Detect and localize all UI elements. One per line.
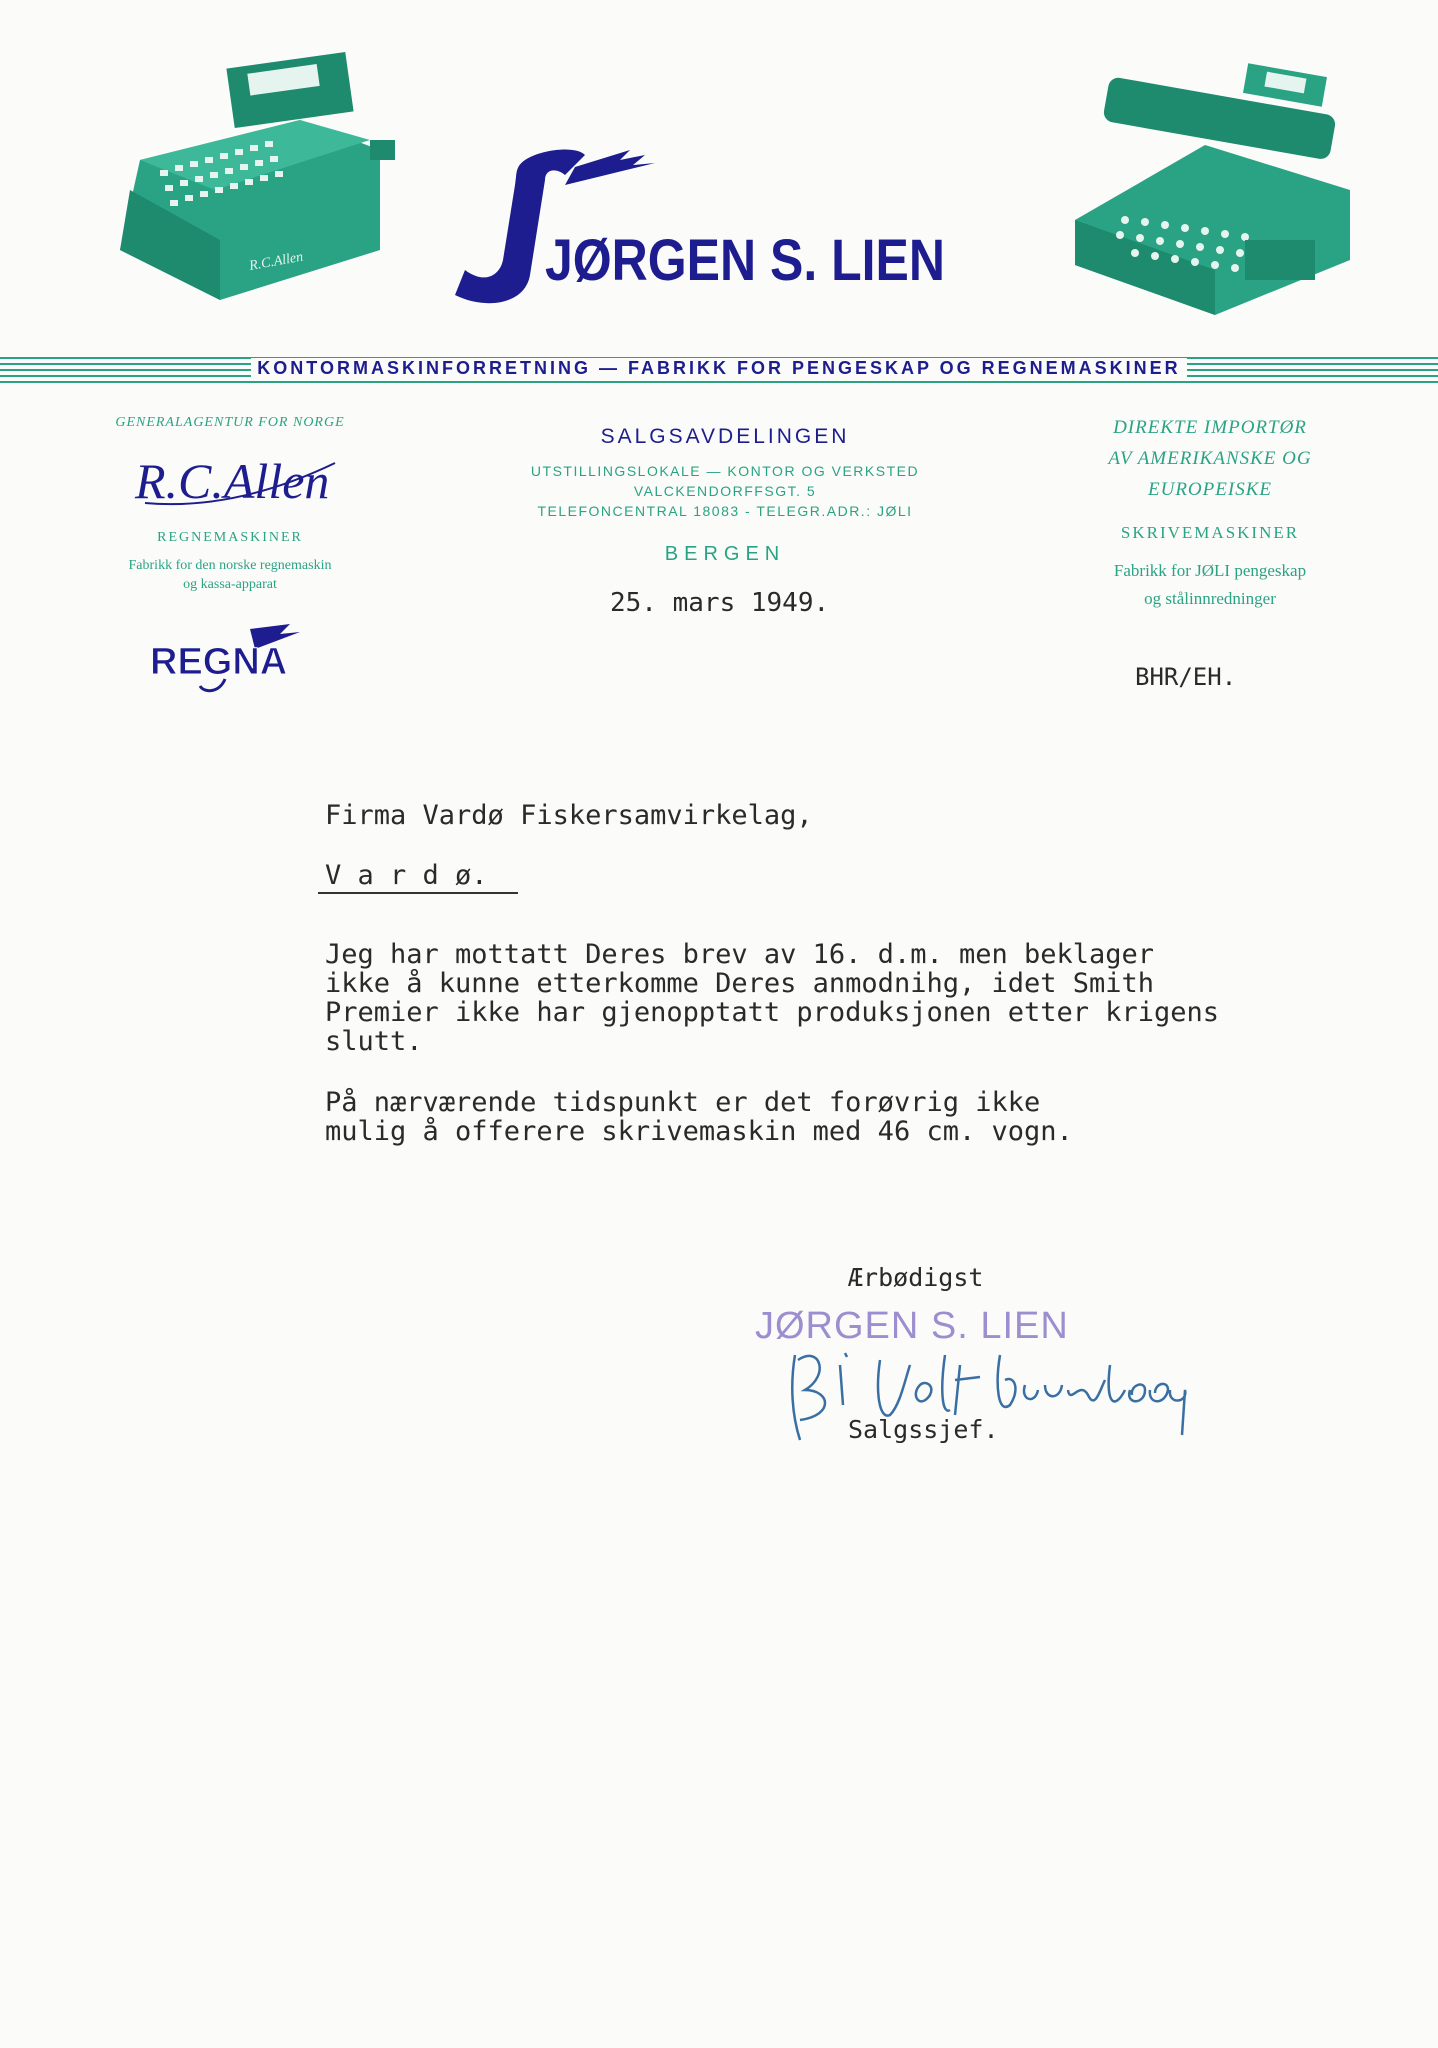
right-letterhead-column: [1050, 412, 1370, 613]
import-line3: EUROPEISKE: [1148, 479, 1272, 500]
regna-text: REGNA: [150, 641, 288, 683]
recipient: Firma Vardø Fiskersamvirkelag,: [325, 800, 813, 831]
left-product: REGNEMASKINER: [157, 530, 303, 545]
import-line1: DIREKTE IMPORTØR: [1113, 417, 1307, 438]
handwritten-signature: [770, 1335, 1240, 1445]
department: SALGSAVDELINGEN: [600, 425, 850, 448]
import-text: [1050, 412, 1370, 505]
right-factory-text: [1050, 557, 1370, 613]
center-letterhead-column: [455, 425, 995, 566]
city: BERGEN: [664, 543, 786, 565]
reference-code: BHR/EH.: [1135, 663, 1237, 691]
company-name: JØRGEN S. LIEN: [545, 228, 945, 293]
signer-title: Salgssjef.: [848, 1415, 999, 1444]
regna-logo: [130, 624, 330, 694]
right-factory-line2: og stålinnredninger: [1144, 589, 1276, 608]
company-logo: [445, 145, 965, 315]
adding-machine-illustration: [100, 40, 400, 310]
agent-line: GENERALAGENTUR FOR NORGE: [115, 415, 345, 430]
address-line1: UTSTILLINGSLOKALE — KONTOR OG VERKSTED: [530, 463, 920, 479]
left-factory-text: [70, 556, 390, 594]
town-underline: [318, 892, 518, 894]
address-line3: TELEFONCENTRAL 18083 - TELEGR.ADR.: JØLI: [537, 503, 913, 519]
left-letterhead-column: [70, 415, 390, 699]
closing: Ærbødigst: [848, 1263, 984, 1292]
rc-allen-logo: [115, 443, 345, 513]
left-factory-line2: og kassa-apparat: [183, 577, 277, 592]
import-line2: AV AMERIKANSKE OG: [1108, 448, 1312, 469]
banner: [0, 358, 1438, 379]
company-stamp: JØRGEN S. LIEN: [755, 1305, 1069, 1347]
typewriter-illustration: [1065, 50, 1355, 320]
right-product: SKRIVEMASKINER: [1120, 523, 1300, 542]
svg-text:R.C.Allen: R.C.Allen: [248, 249, 305, 274]
body-paragraph-1: Jeg har mottatt Deres brev av 16. d.m. men beklager ikke å kunne etterkomme Deres anmodnihg, idet Smith Premier ikke har gjenopptatt produksjonen etter krigens slutt.: [325, 939, 1220, 1057]
banner-text: KONTORMASKINFORRETNING — FABRIKK FOR PENGESKAP OG REGNEMASKINER: [251, 358, 1186, 378]
recipient-town: V a r d ø.: [325, 860, 488, 891]
right-factory-line1: Fabrikk for JØLI pengeskap: [1113, 561, 1307, 580]
address-line2: VALCKENDORFFSGT. 5: [633, 483, 817, 499]
rc-allen-text: R.C.Allen: [135, 453, 330, 509]
body-paragraph-2: På nærværende tidspunkt er det forøvrig ikke mulig å offerere skrivemaskin med 46 cm. vogn.: [325, 1087, 1073, 1147]
left-factory-line1: Fabrikk for den norske regnemaskin: [128, 558, 332, 573]
letter-date: 25. mars 1949.: [610, 588, 830, 618]
address-block: [455, 461, 995, 521]
